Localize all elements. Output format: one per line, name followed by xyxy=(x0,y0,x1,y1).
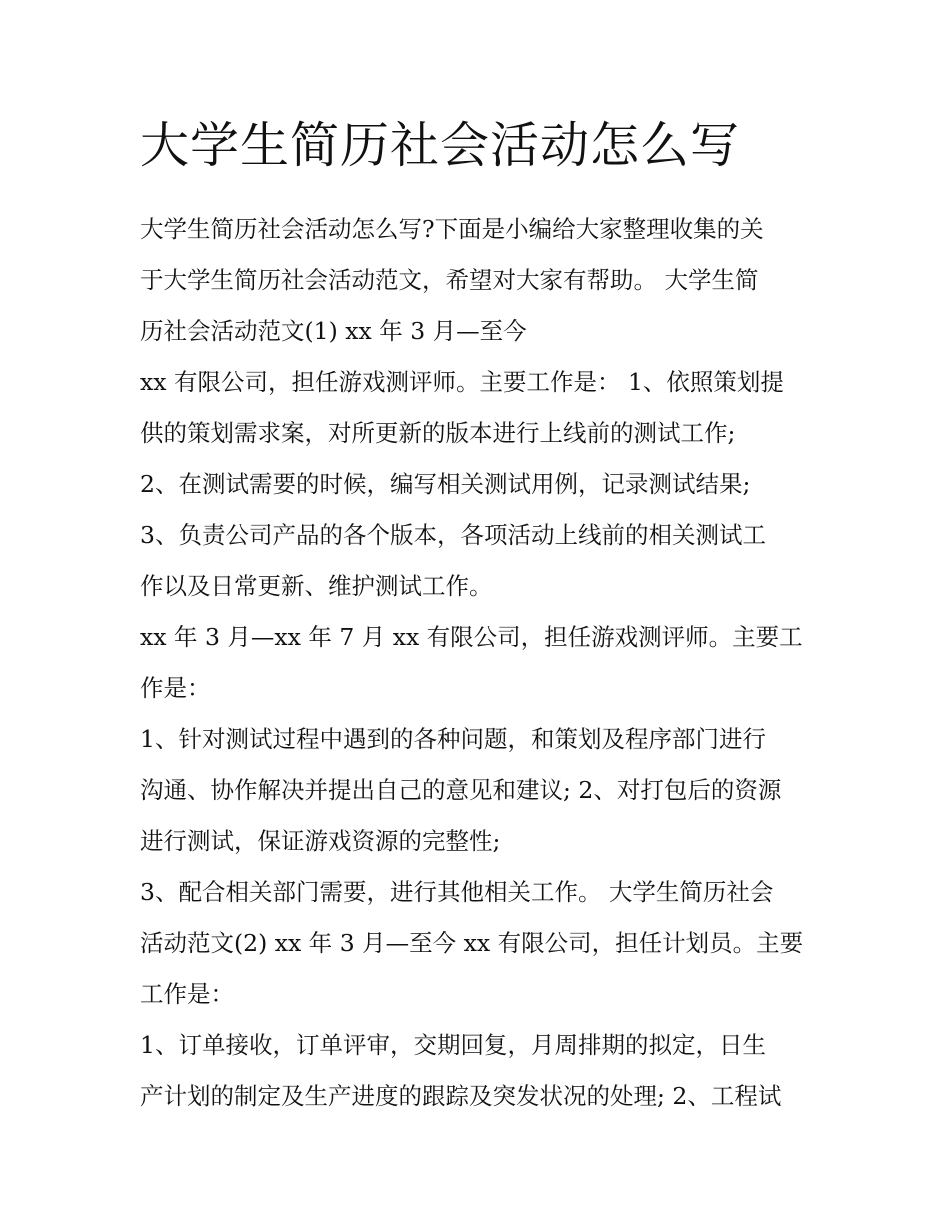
body-line: 3、配合相关部门需要，进行其他相关工作。 大学生简历社会 xyxy=(140,878,774,906)
body-line: 供的策划需求案，对所更新的版本进行上线前的测试工作; xyxy=(140,419,736,447)
body-line: 产计划的制定及生产进度的跟踪及突发状况的处理; 2、工程试 xyxy=(140,1082,782,1110)
body-line: 历社会活动范文(1) xx 年 3 月—至今 xyxy=(140,317,527,345)
body-line: xx 有限公司，担任游戏测评师。主要工作是： 1、依照策划提 xyxy=(140,368,784,396)
body-line: 进行测试，保证游戏资源的完整性; xyxy=(140,827,501,855)
body-line: 作是： xyxy=(140,674,211,702)
document-body xyxy=(140,204,820,1122)
body-line: 活动范文(2) xx 年 3 月—至今 xx 有限公司，担任计划员。主要 xyxy=(140,929,804,957)
body-line: 3、负责公司产品的各个版本，各项活动上线前的相关测试工 xyxy=(140,521,766,549)
body-line: 作以及日常更新、维护测试工作。 xyxy=(140,572,493,600)
body-line: 大学生简历社会活动怎么写?下面是小编给大家整理收集的关 xyxy=(140,215,764,243)
body-line: 2、在测试需要的时候，编写相关测试用例，记录测试结果; xyxy=(140,470,751,498)
body-line: 工作是： xyxy=(140,980,234,1008)
body-line: 1、订单接收，订单评审，交期回复，月周排期的拟定，日生 xyxy=(140,1031,766,1059)
body-line: 沟通、协作解决并提出自己的意见和建议; 2、对打包后的资源 xyxy=(140,776,782,804)
body-line: 1、针对测试过程中遇到的各种问题，和策划及程序部门进行 xyxy=(140,725,766,753)
document-page xyxy=(140,110,820,1122)
body-line: xx 年 3 月—xx 年 7 月 xx 有限公司，担任游戏测评师。主要工 xyxy=(140,623,803,651)
body-line: 于大学生简历社会活动范文，希望对大家有帮助。 大学生简 xyxy=(140,266,759,294)
document-title: 大学生简历社会活动怎么写 xyxy=(140,117,741,174)
